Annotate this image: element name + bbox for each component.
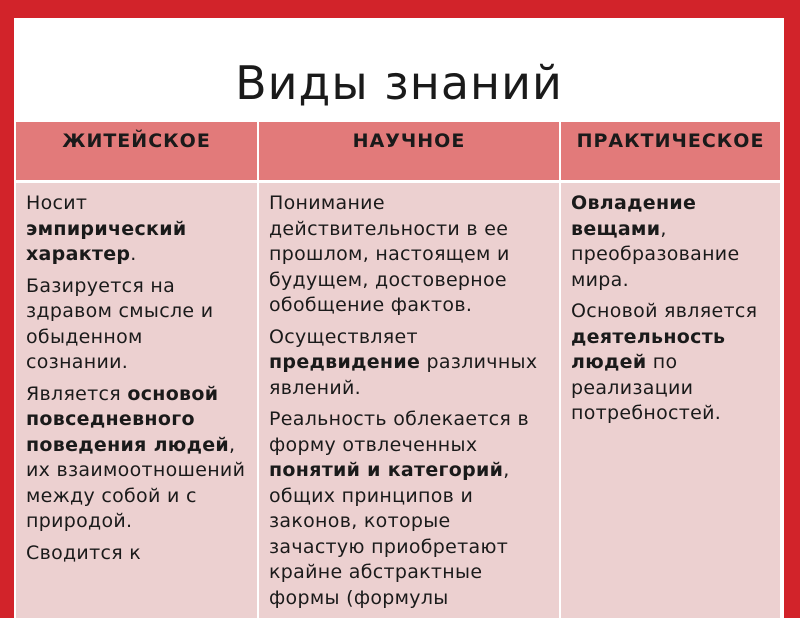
slide	[14, 18, 784, 618]
cell-scientific	[258, 182, 560, 618]
bold-text: Овладение вещами	[571, 192, 696, 240]
text: Носит	[26, 192, 87, 214]
bold-text: основой повседневного поведения людей	[26, 383, 229, 456]
header-practical: ПРАКТИЧЕСКОЕ	[560, 122, 780, 182]
table-header-row	[16, 122, 780, 182]
scientific-para-2	[269, 325, 551, 402]
text: Основой является	[571, 300, 757, 322]
text: Осуществляет	[269, 326, 418, 348]
everyday-para-2: Базируется на здравом смысле и обыденном сознании.	[26, 274, 249, 376]
bold-text: понятий и категорий	[269, 459, 503, 481]
practical-para-1	[571, 191, 772, 293]
knowledge-types-table	[16, 122, 780, 618]
practical-para-2	[571, 299, 772, 427]
table-row	[16, 182, 780, 618]
text: , общих принципов и законов, которые зачастую приобретают крайне абстрактные формы (формулы	[269, 459, 510, 609]
slide-title: Виды знаний	[14, 56, 784, 110]
scientific-para-3	[269, 407, 551, 611]
text: Является	[26, 383, 127, 405]
scientific-para-1: Понимание действительности в ее прошлом, настоящем и будущем, достоверное обобщение фактов.	[269, 191, 551, 319]
text: по реализации потребностей.	[571, 351, 721, 424]
text: , их взаимоотношений между собой и с природой.	[26, 434, 245, 533]
text: .	[130, 243, 136, 265]
text: различных явлений.	[269, 351, 537, 399]
header-scientific: НАУЧНОЕ	[258, 122, 560, 182]
cell-everyday	[16, 182, 258, 618]
everyday-para-4: Сводится к	[26, 541, 249, 567]
header-everyday: ЖИТЕЙСКОЕ	[16, 122, 258, 182]
text: , преобразование мира.	[571, 218, 739, 291]
everyday-para-3	[26, 382, 249, 535]
bold-text: деятельность людей	[571, 326, 725, 374]
bold-text: эмпирический характер	[26, 218, 186, 266]
everyday-para-1	[26, 191, 249, 268]
text: Реальность облекается в форму отвлеченных	[269, 408, 529, 456]
bold-text: предвидение	[269, 351, 420, 373]
cell-practical	[560, 182, 780, 618]
